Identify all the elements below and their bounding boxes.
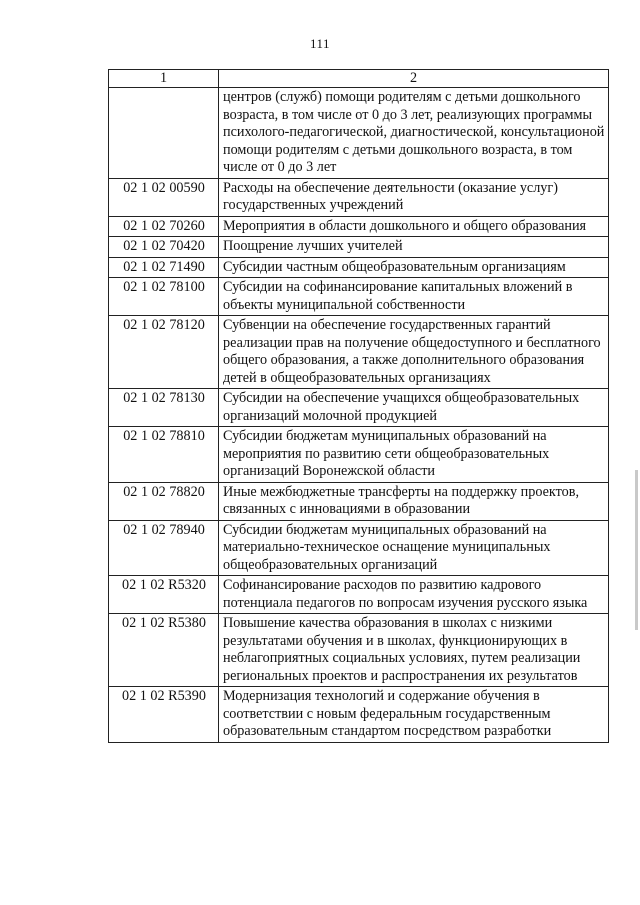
- table-header-row: [109, 70, 609, 88]
- table-row: [109, 216, 609, 237]
- table-row: [109, 88, 609, 179]
- description-cell: Модернизация технологий и содержание обучения в соответствии с новым федеральным государственным образовательным стандартом посредством разработки: [219, 687, 609, 743]
- description-cell: Субсидии частным общеобразовательным организациям: [219, 257, 609, 278]
- page-number: 111: [309, 36, 331, 51]
- code-cell: 02 1 02 78100: [109, 278, 219, 316]
- code-cell: 02 1 02 78820: [109, 482, 219, 520]
- column-header-1: 1: [109, 70, 219, 88]
- code-cell: 02 1 02 78940: [109, 520, 219, 576]
- table-row: [109, 687, 609, 743]
- description-cell: Повышение качества образования в школах с низкими результатами обучения и в школах, функционирующих в неблагоприятных социальных условиях, путем реализации региональных проектов и распространения их результатов: [219, 614, 609, 687]
- table-row: [109, 178, 609, 216]
- budget-classification-table: [108, 69, 609, 743]
- description-cell: Субсидии на софинансирование капитальных вложений в объекты муниципальной собственности: [219, 278, 609, 316]
- description-cell: Субвенции на обеспечение государственных гарантий реализации прав на получение общедоступного и бесплатного общего образования, а также дополнительного образования детей в общеобразовательных организациях: [219, 316, 609, 389]
- table-row: [109, 257, 609, 278]
- code-cell: 02 1 02 70260: [109, 216, 219, 237]
- description-cell: Иные межбюджетные трансферты на поддержку проектов, связанных с инновациями в образовании: [219, 482, 609, 520]
- table-row: [109, 316, 609, 389]
- table-row: [109, 520, 609, 576]
- table-row: [109, 576, 609, 614]
- code-cell: [109, 88, 219, 179]
- table-row: [109, 237, 609, 258]
- description-cell: Субсидии бюджетам муниципальных образований на материально-техническое оснащение муниципальных общеобразовательных организаций: [219, 520, 609, 576]
- scan-edge-mark: [635, 470, 638, 630]
- description-cell: Субсидии бюджетам муниципальных образований на мероприятия по развитию сети общеобразовательных организаций Воронежской области: [219, 427, 609, 483]
- code-cell: 02 1 02 78120: [109, 316, 219, 389]
- code-cell: 02 1 02 R5320: [109, 576, 219, 614]
- description-cell: Мероприятия в области дошкольного и общего образования: [219, 216, 609, 237]
- code-cell: 02 1 02 71490: [109, 257, 219, 278]
- code-cell: 02 1 02 R5380: [109, 614, 219, 687]
- table-row: [109, 278, 609, 316]
- description-cell: Субсидии на обеспечение учащихся общеобразовательных организаций молочной продукцией: [219, 389, 609, 427]
- column-header-2: 2: [219, 70, 609, 88]
- description-cell: Поощрение лучших учителей: [219, 237, 609, 258]
- code-cell: 02 1 02 78810: [109, 427, 219, 483]
- code-cell: 02 1 02 00590: [109, 178, 219, 216]
- description-cell: Софинансирование расходов по развитию кадрового потенциала педагогов по вопросам изучения русского языка: [219, 576, 609, 614]
- code-cell: 02 1 02 70420: [109, 237, 219, 258]
- table-row: [109, 427, 609, 483]
- table-row: [109, 482, 609, 520]
- description-cell: Расходы на обеспечение деятельности (оказание услуг) государственных учреждений: [219, 178, 609, 216]
- table-row: [109, 389, 609, 427]
- table-row: [109, 614, 609, 687]
- code-cell: 02 1 02 R5390: [109, 687, 219, 743]
- description-cell: центров (служб) помощи родителям с детьми дошкольного возраста, в том числе от 0 до 3 лет, реализующих программы психолого-педагогической, диагностической, консультационой помощи родителям с детьми дошкольного возраста, в том числе от 0 до 3 лет: [219, 88, 609, 179]
- code-cell: 02 1 02 78130: [109, 389, 219, 427]
